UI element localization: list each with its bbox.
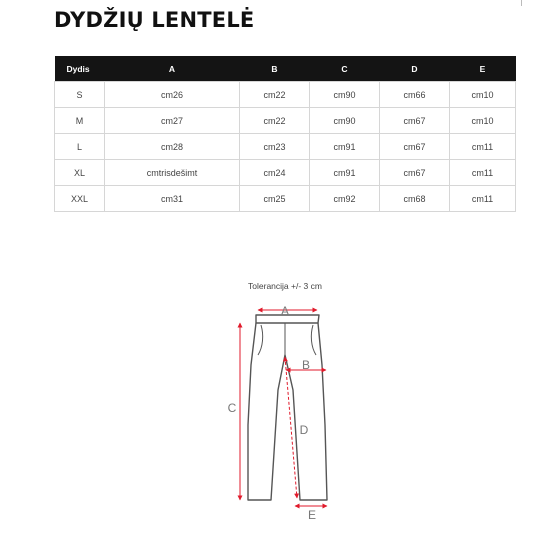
tolerance-caption: Tolerancija +/- 3 cm [248, 281, 322, 291]
cell-a: cmtrisdešimt [105, 160, 240, 186]
label-a: A [280, 304, 290, 318]
pants-measurement-diagram [215, 295, 350, 525]
header-a: A [105, 56, 240, 82]
header-size: Dydis [55, 56, 105, 82]
cell-d: cm68 [380, 186, 450, 212]
cell-size: XXL [55, 186, 105, 212]
cell-e: cm11 [450, 160, 516, 186]
corner-mark [521, 0, 522, 6]
label-b: B [301, 358, 311, 372]
page-title: DYDŽIŲ LENTELĖ [54, 8, 255, 32]
table-row [55, 160, 516, 186]
cell-c: cm90 [310, 108, 380, 134]
header-d: D [380, 56, 450, 82]
cell-size: S [55, 82, 105, 108]
cell-b: cm25 [240, 186, 310, 212]
cell-b: cm22 [240, 82, 310, 108]
cell-size: L [55, 134, 105, 160]
cell-c: cm91 [310, 160, 380, 186]
pants-outline [248, 315, 327, 500]
cell-a: cm31 [105, 186, 240, 212]
cell-b: cm22 [240, 108, 310, 134]
cell-d: cm67 [380, 134, 450, 160]
table-row [55, 186, 516, 212]
cell-a: cm26 [105, 82, 240, 108]
header-b: B [240, 56, 310, 82]
cell-c: cm90 [310, 82, 380, 108]
size-table [54, 56, 516, 212]
cell-b: cm24 [240, 160, 310, 186]
table-row [55, 108, 516, 134]
cell-c: cm92 [310, 186, 380, 212]
cell-b: cm23 [240, 134, 310, 160]
table-header-row [55, 56, 516, 82]
cell-e: cm10 [450, 108, 516, 134]
cell-e: cm11 [450, 186, 516, 212]
table-row [55, 134, 516, 160]
measure-lines [240, 310, 327, 506]
cell-d: cm67 [380, 160, 450, 186]
cell-c: cm91 [310, 134, 380, 160]
cell-size: M [55, 108, 105, 134]
header-e: E [450, 56, 516, 82]
cell-size: XL [55, 160, 105, 186]
cell-a: cm27 [105, 108, 240, 134]
label-d: D [299, 423, 309, 437]
cell-e: cm11 [450, 134, 516, 160]
table-row [55, 82, 516, 108]
header-c: C [310, 56, 380, 82]
cell-d: cm66 [380, 82, 450, 108]
label-c: C [227, 401, 237, 415]
cell-d: cm67 [380, 108, 450, 134]
label-e: E [307, 508, 317, 522]
cell-e: cm10 [450, 82, 516, 108]
cell-a: cm28 [105, 134, 240, 160]
